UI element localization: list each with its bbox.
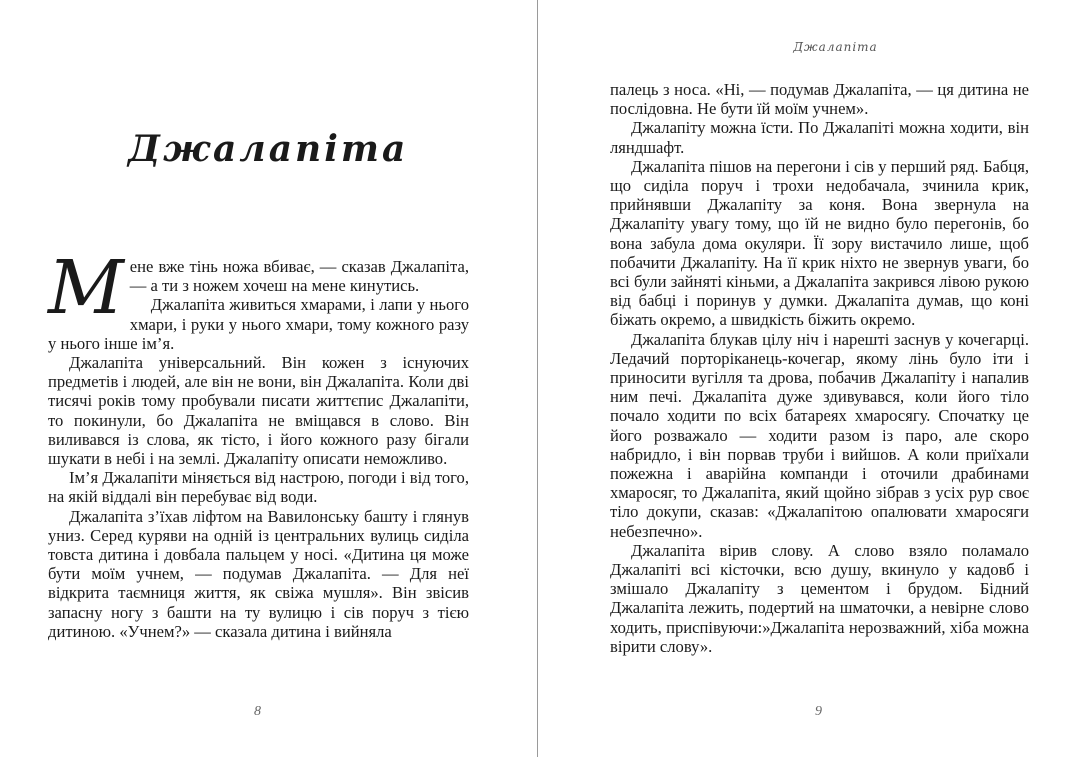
page-number: 8	[254, 704, 261, 719]
paragraph: палець з носа. «Ні, — подумав Джалапіта, — ця дитина не послідовна. Не бути їй моїм учнем».	[610, 80, 1029, 119]
drop-cap: М	[48, 245, 124, 331]
page-gutter	[537, 0, 538, 757]
right-page-text	[610, 80, 1029, 656]
paragraph: Джалапіта універсальний. Він кожен з існуючих предметів і людей, але він не вони, він Джалапіта. Коли дві тисячі років тому пробували писати життєпис Джалапіти, то покинули, бо Джалапіта не вміщався в слово. Він виливався із слова, як тісто, і його кожного разу бігали шукати в небі і на землі. Джалапіту описати неможливо.	[48, 353, 469, 469]
paragraph: Джалапіта вірив слову. А слово взяло поламало Джалапіті всі кісточки, всю душу, вкинуло у кадовб і змішало Джалапіту з цементом і брудом. Бідний Джалапіта лежить, подертий на шматочки, а невірне слово ходить, приспівуючи:»Джалапіта нерозважний, хіба можна вірити слову».	[610, 540, 1029, 656]
paragraph-text: ене вже тінь ножа вбиває, — сказав Джалапіта, — а ти з ножем хочеш на мене кинутись.	[129, 257, 469, 296]
paragraph: Джалапіта живиться хмарами, і лапи у нього хмари, і руки у нього хмари, тому кожного разу у нього інше ім’я.	[48, 295, 469, 353]
right-page	[540, 0, 1075, 757]
paragraph: Джалапіту можна їсти. По Джалапіті можна ходити, він ляндшафт.	[610, 118, 1029, 157]
page-number: 9	[815, 704, 822, 719]
paragraph: Джалапіта пішов на перегони і сів у перший ряд. Бабця, що сиділа поруч і трохи недобачала, зчинила крик, прийнявши Джалапіту за коня. Вона звернула на Джалапіту увагу тому, що їй не видно було перегонів, бо вона забула дома окуляри. Її зору вистачило лише, щоб побачити Джалапіту. На її крик ніхто не звернув уваги, бо всі були зайняті кіньми, а Джалапіта закрився лівою рукою від бабці і поринув у думки. Джалапіта думав, що коні біжать окремо, а швидкість біжить окремо.	[610, 156, 1029, 330]
paragraph: Джалапіта блукав цілу ніч і нарешті заснув у кочегарці. Ледачий порторіканець-кочегар, якому лінь було іти і приносити вугілля та дрова, побачив Джалапіту і напалив ним печі. Джалапіта дуже здивувався, коли його тіло почало ходити по всіх батареях хмаросягу. Спочатку це його розважало — ходити разом із паро, але скоро набридло, і він порвав труби і вийшов. А коли приїхали пожежна і аварійна компанди і оточили драбинами хмаросяг, то Джалапіта, який щойно зібрав з усіх рур своє тіло докупи, сказав: «Джалапітою опалювати хмаросяги небезпечно».	[610, 329, 1029, 541]
paragraph: Джалапіта з’їхав ліфтом на Вавилонську башту і глянув униз. Серед куряви на одній із центральних вулиць сиділа товста дитина і довбала пальцем у носі. «Дитина ця може бути моїм учнем, — подумав Джалапіта. — Для неї відкрита таємниця життя, як свіжа мушля». Він звісив запасну ногу з башти на ту вулицю і сів поруч з тією дитиною. «Учнем?» — сказала дитина і вийняла	[48, 506, 469, 641]
left-page-text	[48, 245, 469, 641]
running-head: Джалапіта	[793, 40, 878, 54]
chapter-title: Джалапіта	[128, 128, 409, 170]
paragraph: Ім’я Джалапіти міняється від настрою, погоди і від того, на якій віддалі він перебуває від води.	[48, 468, 469, 507]
